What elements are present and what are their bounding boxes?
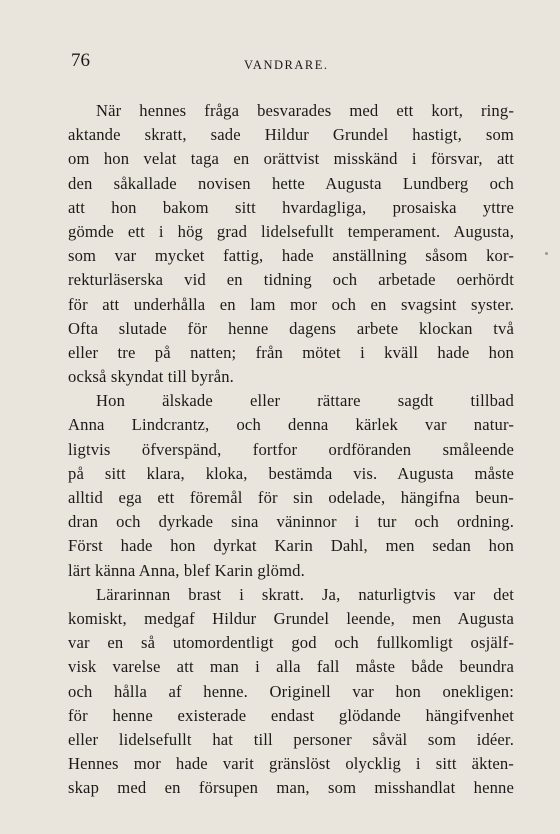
text-line: Hon älskade eller rättare sagdt tillbad [96,391,514,411]
margin-speck [545,252,548,255]
text-line: visk varelse att man i alla fall måste både beundra [68,657,514,677]
text-line: komiskt, medgaf Hildur Grundel leende, men Augusta [68,608,514,628]
text-line: för henne existerade endast glödande hängifvenhet [68,705,514,725]
body-text [68,99,514,800]
text-line: rekturläserska vid en tidning och arbetade oerhördt [68,270,514,290]
text-line: skap med en försupen man, som misshandlat henne [68,778,514,798]
text-line: Ofta slutade för henne dagens arbete klockan två [68,318,514,338]
text-line: var en så utomordentligt god och fullkomligt osjälf- [68,633,514,653]
text-line: gömde ett i hög grad lidelsefullt temperament. Augusta, [68,221,514,241]
text-line: aktande skratt, sade Hildur Grundel hastigt, som [68,125,514,145]
text-line: eller tre på natten; från mötet i kväll hade hon [68,342,514,362]
text-line: alltid ega ett föremål för sin odelade, hängifna beun- [68,488,514,507]
text-line: att hon bakom sitt hvardagliga, prosaiska yttre [68,197,514,217]
text-line: dran och dyrkade sina väninnor i tur och ordning. [68,512,514,532]
text-line: När hennes fråga besvarades med ett kort, ring- [96,101,514,120]
text-line: den såkallade novisen hette Augusta Lundberg och [68,173,514,193]
text-line: som var mycket fattig, hade anställning såsom kor- [68,246,514,266]
text-line: om hon velat taga en orättvist misskänd i försvar, att [68,149,514,169]
text-line: Först hade hon dyrkat Karin Dahl, men sedan hon [68,536,514,556]
text-line: Lärarinnan brast i skratt. Ja, naturligtvis var det [96,584,514,604]
text-line: Anna Lindcrantz, och denna kärlek var natur- [68,415,514,435]
running-head: VANDRARE. [244,58,329,72]
text-line: ligtvis öfverspänd, fortfor ordföranden småleende [68,439,514,459]
text-line: också skyndat till byrån. [68,367,234,387]
page-number: 76 [71,50,90,71]
text-line: Hennes mor hade varit gränslöst olycklig i sitt äkten- [68,754,514,774]
text-line: eller lidelsefullt hat till personer såväl som idéer. [68,729,514,749]
text-line: lärt känna Anna, blef Karin glömd. [68,560,305,580]
text-line: på sitt klara, kloka, bestämda vis. Augusta måste [68,463,514,483]
text-line: för att underhålla en lam mor och en svagsint syster. [68,294,514,314]
text-line: och hålla af henne. Originell var hon onekligen: [68,681,514,701]
